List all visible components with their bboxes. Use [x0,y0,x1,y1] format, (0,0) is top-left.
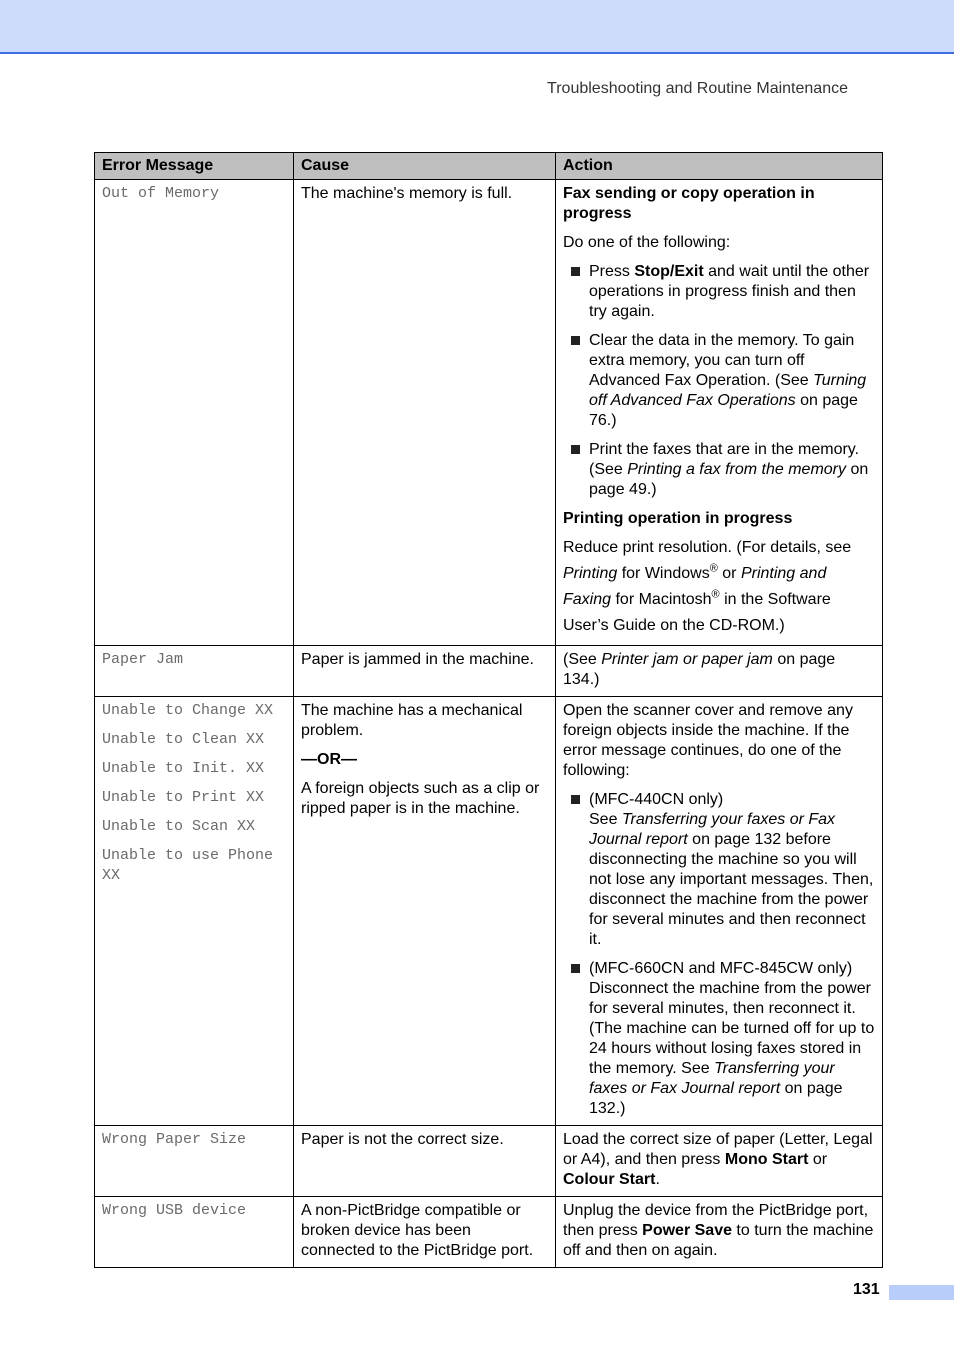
error-message: Unable to Change XX [102,702,274,719]
action-list [563,262,875,500]
action-cell [556,1126,883,1197]
table-row [95,1126,883,1197]
action-cell [556,1197,883,1268]
table-row [95,180,883,646]
table-row [95,646,883,697]
action-list [563,790,875,1119]
cause-text: The machine's memory is full. [301,185,513,202]
error-cell [95,697,294,1126]
error-message: Wrong USB device [102,1202,247,1219]
action-text: Load the correct size of paper (Letter, Legal or A4), and then press Mono Start or Colour Start. [563,1131,873,1188]
action-text: Unplug the device from the PictBridge port, then press Power Save to turn the machine off and then on again. [563,1202,874,1259]
error-message: Unable to Clean XX [102,731,265,748]
error-message: Wrong Paper Size [102,1131,247,1148]
error-message: Unable to Print XX [102,789,265,806]
error-message: Unable to Scan XX [102,818,256,835]
cause-cell [294,180,556,646]
cross-reference: Printing a fax from the memory [627,461,846,478]
cause-text: A non-PictBridge compatible or broken device has been connected to the PictBridge port. [301,1202,534,1259]
action-text: Do one of the following: [563,234,731,251]
cause-text: Paper is not the correct size. [301,1131,504,1148]
or-separator: —OR— [301,751,357,768]
action-cell [556,646,883,697]
error-message: Out of Memory [102,185,220,202]
action-list-item: Press Stop/Exit and wait until the other operations in progress finish and then try again. [563,262,875,322]
cross-reference: Turning off Advanced Fax Operations [589,372,867,409]
cross-reference: Transferring your faxes or Fax Journal report [589,1060,835,1097]
error-message: Unable to use Phone XX [102,847,274,884]
error-message: Paper Jam [102,651,184,668]
action-heading: Fax sending or copy operation in progress [563,185,815,222]
running-header: Troubleshooting and Routine Maintenance [547,80,848,97]
cause-cell [294,697,556,1126]
table-row [95,1197,883,1268]
action-text: Open the scanner cover and remove any foreign objects inside the machine. If the error message continues, do one of the following: [563,702,853,779]
cause-cell [294,1126,556,1197]
action-list-item: (MFC-440CN only) See Transferring your faxes or Fax Journal report on page 132 before disconnecting the machine so you will not lose any important messages. Then, disconnect the machine from the power for several minutes and then reconnect it. [563,790,875,950]
table-header-row [95,153,883,180]
cause-text: The machine has a mechanical problem. [301,702,523,739]
error-cell [95,646,294,697]
error-cell [95,1197,294,1268]
cause-text: A foreign objects such as a clip or ripped paper is in the machine. [301,780,540,817]
column-header-cause: Cause [294,153,556,180]
page-tab-marker [889,1285,954,1300]
cause-cell [294,646,556,697]
action-heading: Printing operation in progress [563,510,793,527]
action-list-item: Print the faxes that are in the memory. (See Printing a fax from the memory on page 49.) [563,440,875,500]
error-cell [95,180,294,646]
action-text: (See Printer jam or paper jam on page 134.) [563,651,836,688]
error-message: Unable to Init. XX [102,760,265,777]
cause-text: Paper is jammed in the machine. [301,651,534,668]
action-cell [556,697,883,1126]
error-message-table [94,152,883,1268]
action-list-item: (MFC-660CN and MFC-845CW only) Disconnect the machine from the power for several minutes, then reconnect it. (The machine can be turned off for up to 24 hours without losing faxes stored in the memory. See Transferring your faxes or Fax Journal report on page 132.) [563,959,875,1119]
page-number: 131 [853,1281,880,1298]
cross-reference: Transferring your faxes or Fax Journal report [589,811,836,848]
action-list-item: Clear the data in the memory. To gain extra memory, you can turn off Advanced Fax Operation. (See Turning off Advanced Fax Operations on page 76.) [563,331,875,431]
table-row [95,697,883,1126]
column-header-error-message: Error Message [95,153,294,180]
action-text: Reduce print resolution. (For details, see Printing for Windows® or Printing and Faxing for Macintosh® in the Software User’s Guide on the CD-ROM.) [563,539,852,634]
column-header-action: Action [556,153,883,180]
error-cell [95,1126,294,1197]
top-color-band [0,0,954,54]
cross-reference: Printer jam or paper jam [601,651,773,668]
action-cell [556,180,883,646]
cause-cell [294,1197,556,1268]
